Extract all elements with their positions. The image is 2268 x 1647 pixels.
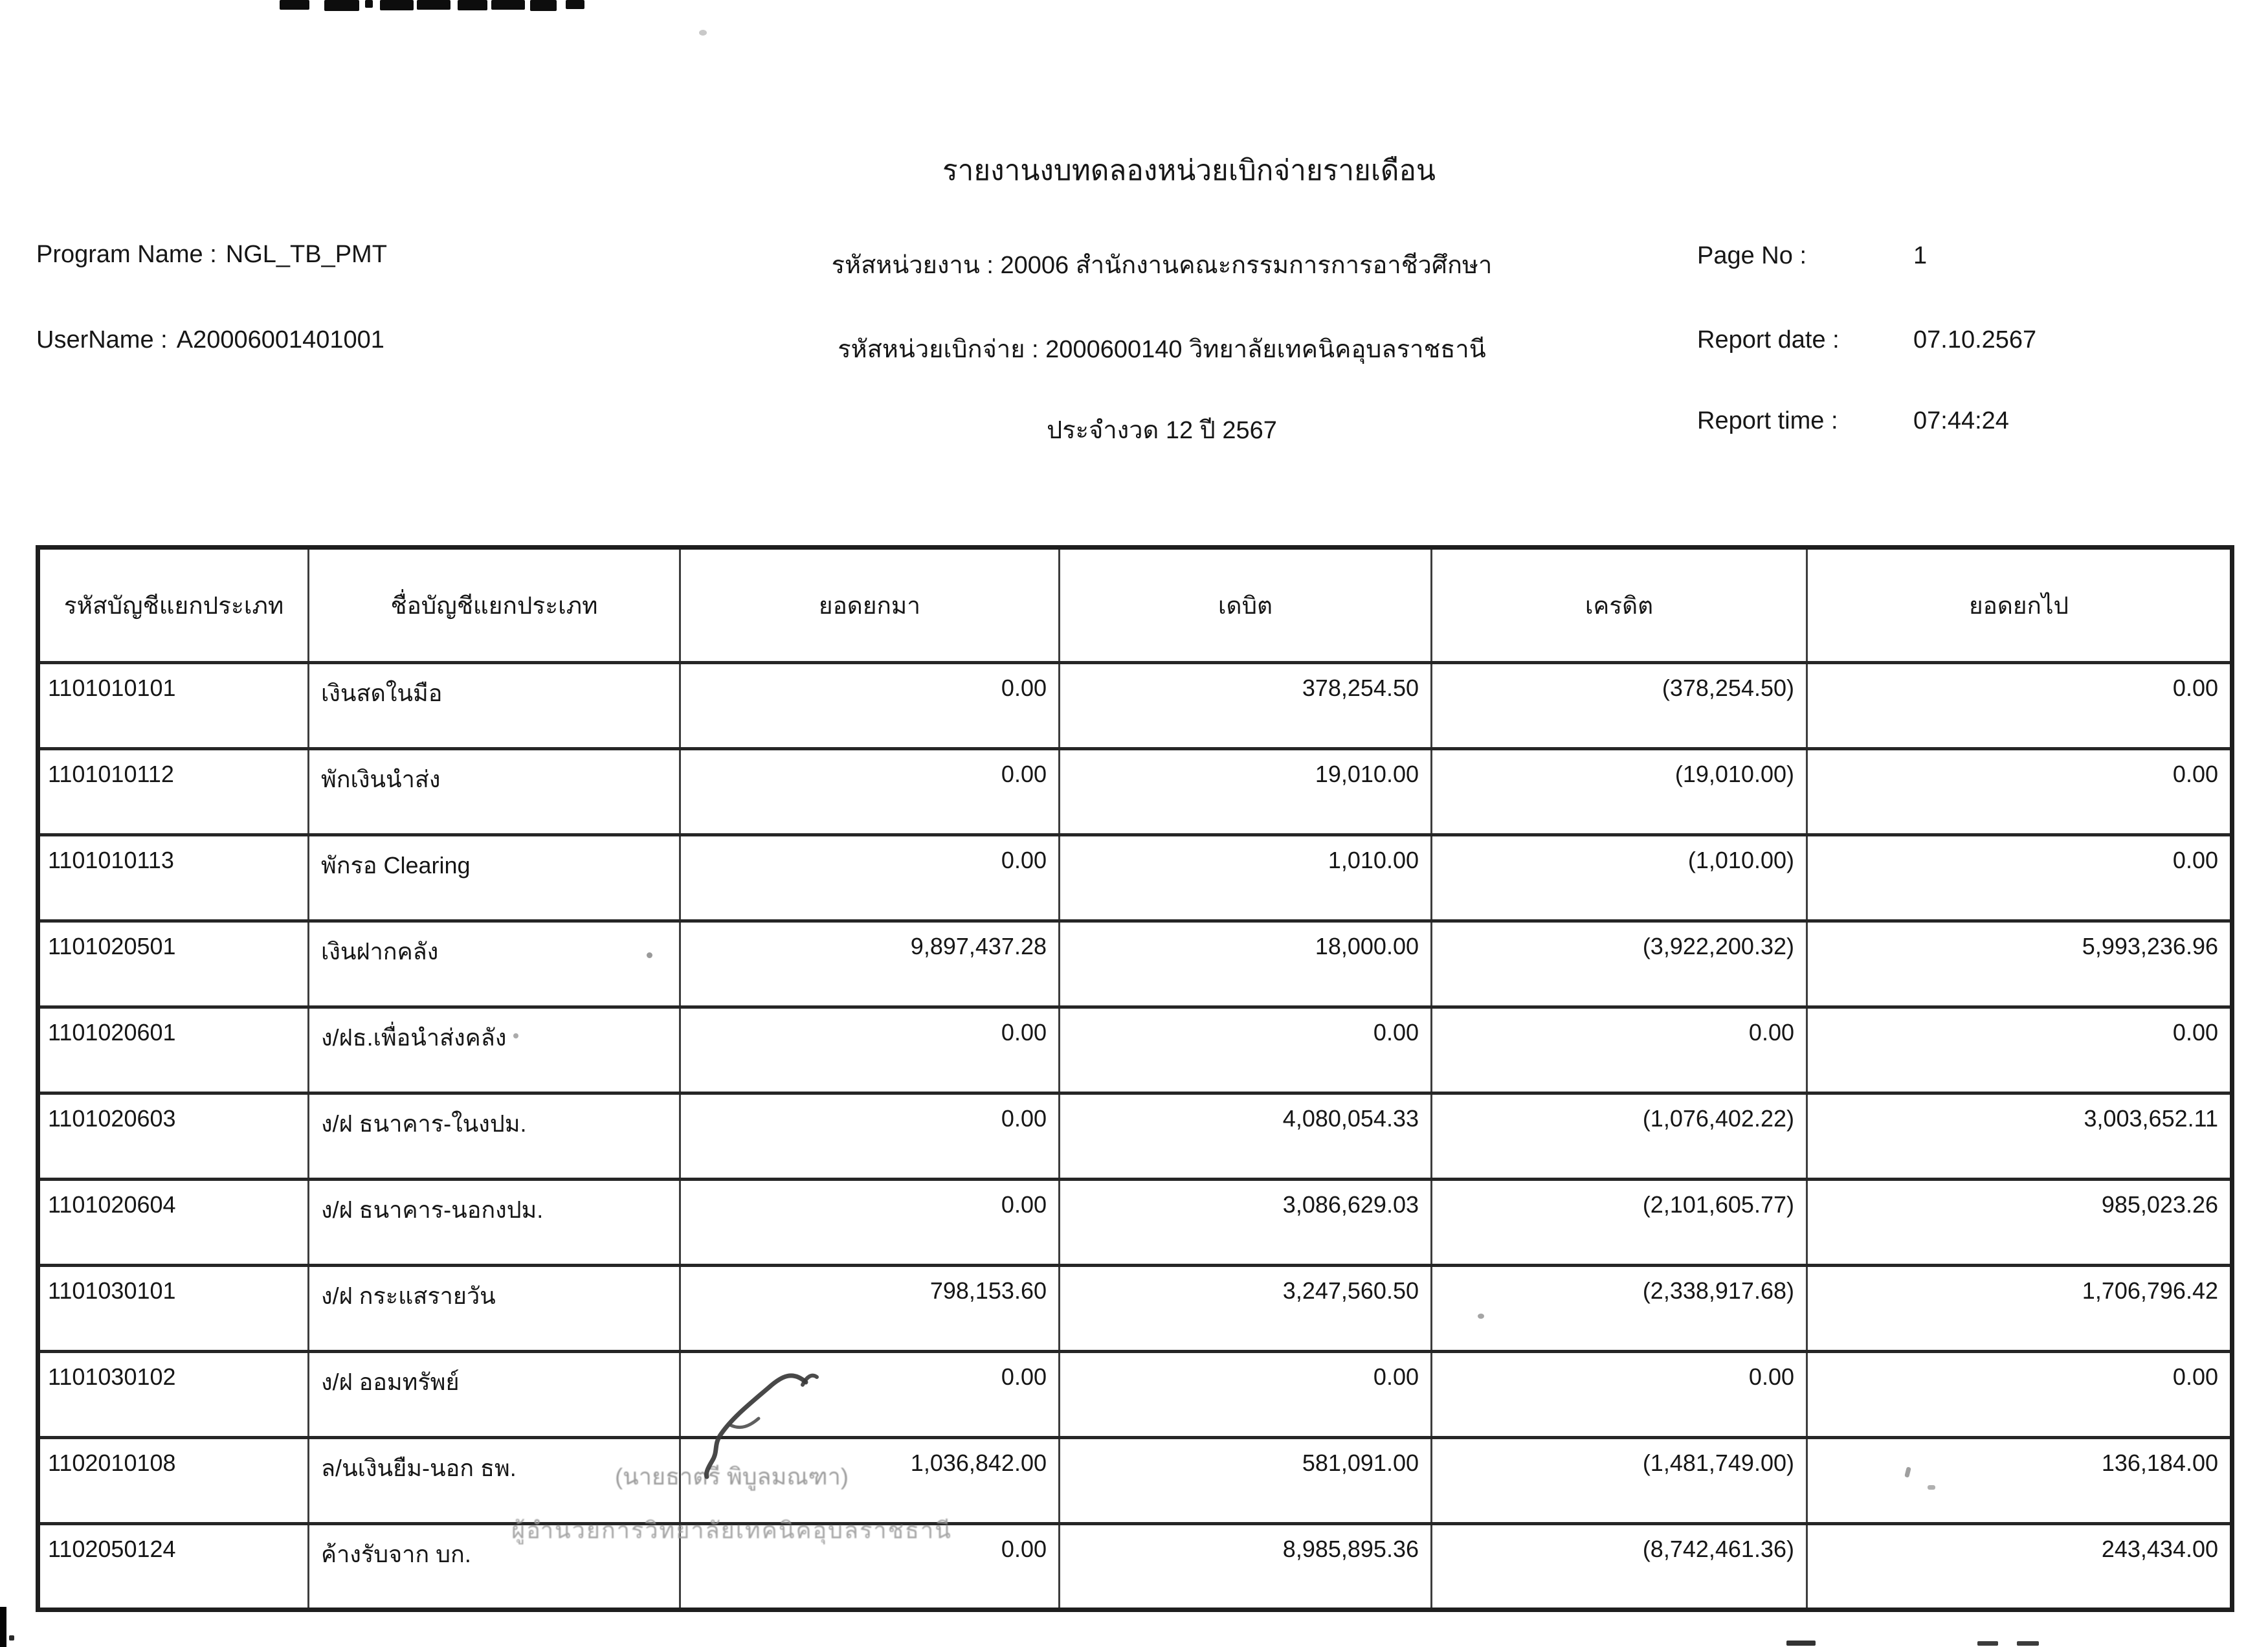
opening-balance-cell: 9,897,437.28: [680, 921, 1060, 1007]
account-name-cell: ง/ฝธ.เพื่อนำส่งคลัง: [309, 1007, 680, 1093]
table-header: [38, 548, 2232, 663]
opening-balance-cell: 0.00: [680, 663, 1060, 749]
account-code-cell: 1101020603: [38, 1093, 309, 1180]
scan-speck: [1928, 1485, 1935, 1490]
signature-mark: [673, 1363, 822, 1483]
debit-cell: 581,091.00: [1060, 1438, 1432, 1524]
disbursement-unit-line: รหัสหน่วยเบิกจ่าย : 2000600140 วิทยาลัยเทคนิคอุบลราชธานี: [838, 336, 1486, 363]
opening-balance-cell: 798,153.60: [680, 1266, 1060, 1352]
scan-mark: [1977, 1641, 1998, 1646]
account-name-cell: ง/ฝ ออมทรัพย์: [309, 1352, 680, 1438]
scan-mark: [9, 1635, 14, 1641]
credit-cell: (19,010.00): [1432, 749, 1807, 835]
account-name-cell: เงินฝากคลัง: [309, 921, 680, 1007]
closing-balance-cell: 0.00: [1807, 835, 2232, 921]
debit-cell: 3,086,629.03: [1060, 1180, 1432, 1266]
closing-balance-cell: 3,003,652.11: [1807, 1093, 2232, 1180]
account-name-cell: พักเงินนำส่ง: [309, 749, 680, 835]
opening-balance-cell: 0.00: [680, 1093, 1060, 1180]
closing-balance-cell: 0.00: [1807, 663, 2232, 749]
debit-cell: 19,010.00: [1060, 749, 1432, 835]
account-code-cell: 1101010113: [38, 835, 309, 921]
table-row: [38, 1266, 2232, 1352]
scan-speck: [1478, 1314, 1484, 1319]
scan-speck: [647, 952, 652, 958]
account-name-cell: เงินสดในมือ: [309, 663, 680, 749]
closing-balance-cell: 5,993,236.96: [1807, 921, 2232, 1007]
debit-cell: 8,985,895.36: [1060, 1524, 1432, 1610]
scan-mark: [530, 0, 557, 11]
account-code-cell: 1101030102: [38, 1352, 309, 1438]
table-row: [38, 749, 2232, 835]
trial-balance-table: [36, 545, 2234, 1612]
closing-balance-cell: 243,434.00: [1807, 1524, 2232, 1610]
account-name-cell: พักรอ Clearing: [309, 835, 680, 921]
debit-cell: 4,080,054.33: [1060, 1093, 1432, 1180]
scan-artifact-bottom-left: [0, 1607, 6, 1647]
debit-cell: 18,000.00: [1060, 921, 1432, 1007]
credit-cell: (3,922,200.32): [1432, 921, 1807, 1007]
column-header-account-name: ชื่อบัญชีแยกประเภท: [309, 548, 680, 663]
scan-speck: [699, 30, 707, 36]
scan-mark: [380, 0, 414, 10]
account-code-cell: 1101020501: [38, 921, 309, 1007]
report-date-label: Report date :: [1697, 326, 1840, 353]
closing-balance-cell: 136,184.00: [1807, 1438, 2232, 1524]
program-name-label: Program Name :: [36, 241, 217, 268]
page-no-line: [1697, 242, 1927, 270]
closing-balance-cell: 0.00: [1807, 1352, 2232, 1438]
table-row: [38, 921, 2232, 1007]
page-no-label: Page No :: [1697, 242, 1807, 269]
account-name-cell: ง/ฝ ธนาคาร-ในงปม.: [309, 1093, 680, 1180]
closing-balance-cell: 1,706,796.42: [1807, 1266, 2232, 1352]
debit-cell: 0.00: [1060, 1007, 1432, 1093]
report-title: รายงานงบทดลองหน่วยเบิกจ่ายรายเดือน: [942, 155, 1436, 186]
account-code-cell: 1101030101: [38, 1266, 309, 1352]
scan-mark: [1786, 1641, 1816, 1646]
table-row: [38, 1007, 2232, 1093]
opening-balance-cell: 0.00: [680, 1180, 1060, 1266]
username-label: UserName :: [36, 326, 168, 353]
column-header-credit: เครดิต: [1432, 548, 1807, 663]
scan-mark: [566, 0, 584, 9]
scan-speck: [513, 1033, 518, 1038]
opening-balance-cell: 0.00: [680, 1352, 1060, 1438]
scan-mark: [417, 0, 450, 10]
username-line: [36, 326, 384, 354]
table-row: [38, 1524, 2232, 1610]
report-date-value: 07.10.2567: [1913, 326, 2037, 353]
opening-balance-cell: 0.00: [680, 749, 1060, 835]
opening-balance-cell: 0.00: [680, 1007, 1060, 1093]
program-name-line: [36, 241, 387, 269]
username-value: A20006001401001: [176, 326, 384, 353]
report-date-line: [1697, 326, 2036, 354]
debit-cell: 378,254.50: [1060, 663, 1432, 749]
column-header-opening-balance: ยอดยกมา: [680, 548, 1060, 663]
debit-cell: 1,010.00: [1060, 835, 1432, 921]
credit-cell: 0.00: [1432, 1352, 1807, 1438]
table-row: [38, 1093, 2232, 1180]
page-no-value: 1: [1913, 242, 1928, 269]
credit-cell: (2,338,917.68): [1432, 1266, 1807, 1352]
stamp-title: ผู้อำนวยการวิทยาลัยเทคนิคอุบลราชธานี: [511, 1517, 952, 1543]
period-line: ประจำงวด 12 ปี 2567: [1047, 417, 1277, 444]
opening-balance-cell: 1,036,842.00: [680, 1438, 1060, 1524]
account-code-cell: 1101010101: [38, 663, 309, 749]
table-row: [38, 835, 2232, 921]
scan-mark: [458, 0, 487, 10]
agency-line: รหัสหน่วยงาน : 20006 สำนักงานคณะกรรมการการอาชีวศึกษา: [831, 252, 1493, 279]
credit-cell: (378,254.50): [1432, 663, 1807, 749]
credit-cell: (2,101,605.77): [1432, 1180, 1807, 1266]
table-row: [38, 1438, 2232, 1524]
account-code-cell: 1101010112: [38, 749, 309, 835]
closing-balance-cell: 0.00: [1807, 1007, 2232, 1093]
account-name-cell: ค้างรับจาก บก.: [309, 1524, 680, 1610]
table-row: [38, 663, 2232, 749]
report-time-line: [1697, 407, 2009, 435]
credit-cell: 0.00: [1432, 1007, 1807, 1093]
account-code-cell: 1101020601: [38, 1007, 309, 1093]
opening-balance-cell: 0.00: [680, 1524, 1060, 1610]
scan-mark: [491, 0, 525, 10]
account-code-cell: 1101020604: [38, 1180, 309, 1266]
stamp-name: (นายธาตรี พิบูลมณฑา): [615, 1463, 849, 1490]
scan-mark: [2017, 1641, 2039, 1646]
credit-cell: (1,010.00): [1432, 835, 1807, 921]
scan-mark: [365, 0, 373, 8]
scan-mark: [280, 0, 309, 10]
column-header-closing-balance: ยอดยกไป: [1807, 548, 2232, 663]
scan-mark: [324, 0, 359, 11]
closing-balance-cell: 0.00: [1807, 749, 2232, 835]
account-name-cell: ง/ฝ กระแสรายวัน: [309, 1266, 680, 1352]
account-name-cell: ล/นเงินยืม-นอก ธพ.: [309, 1438, 680, 1524]
table-row: [38, 1352, 2232, 1438]
closing-balance-cell: 985,023.26: [1807, 1180, 2232, 1266]
column-header-debit: เดบิต: [1060, 548, 1432, 663]
debit-cell: 3,247,560.50: [1060, 1266, 1432, 1352]
credit-cell: (1,076,402.22): [1432, 1093, 1807, 1180]
report-time-label: Report time :: [1697, 407, 1838, 434]
report-time-value: 07:44:24: [1913, 407, 2009, 434]
table-header-row: [38, 548, 2232, 663]
credit-cell: (1,481,749.00): [1432, 1438, 1807, 1524]
debit-cell: 0.00: [1060, 1352, 1432, 1438]
program-name-value: NGL_TB_PMT: [225, 241, 387, 268]
credit-cell: (8,742,461.36): [1432, 1524, 1807, 1610]
account-name-cell: ง/ฝ ธนาคาร-นอกงปม.: [309, 1180, 680, 1266]
account-code-cell: 1102050124: [38, 1524, 309, 1610]
table-body: [38, 663, 2232, 1610]
account-code-cell: 1102010108: [38, 1438, 309, 1524]
column-header-account-code: รหัสบัญชีแยกประเภท: [38, 548, 309, 663]
opening-balance-cell: 0.00: [680, 835, 1060, 921]
table-row: [38, 1180, 2232, 1266]
